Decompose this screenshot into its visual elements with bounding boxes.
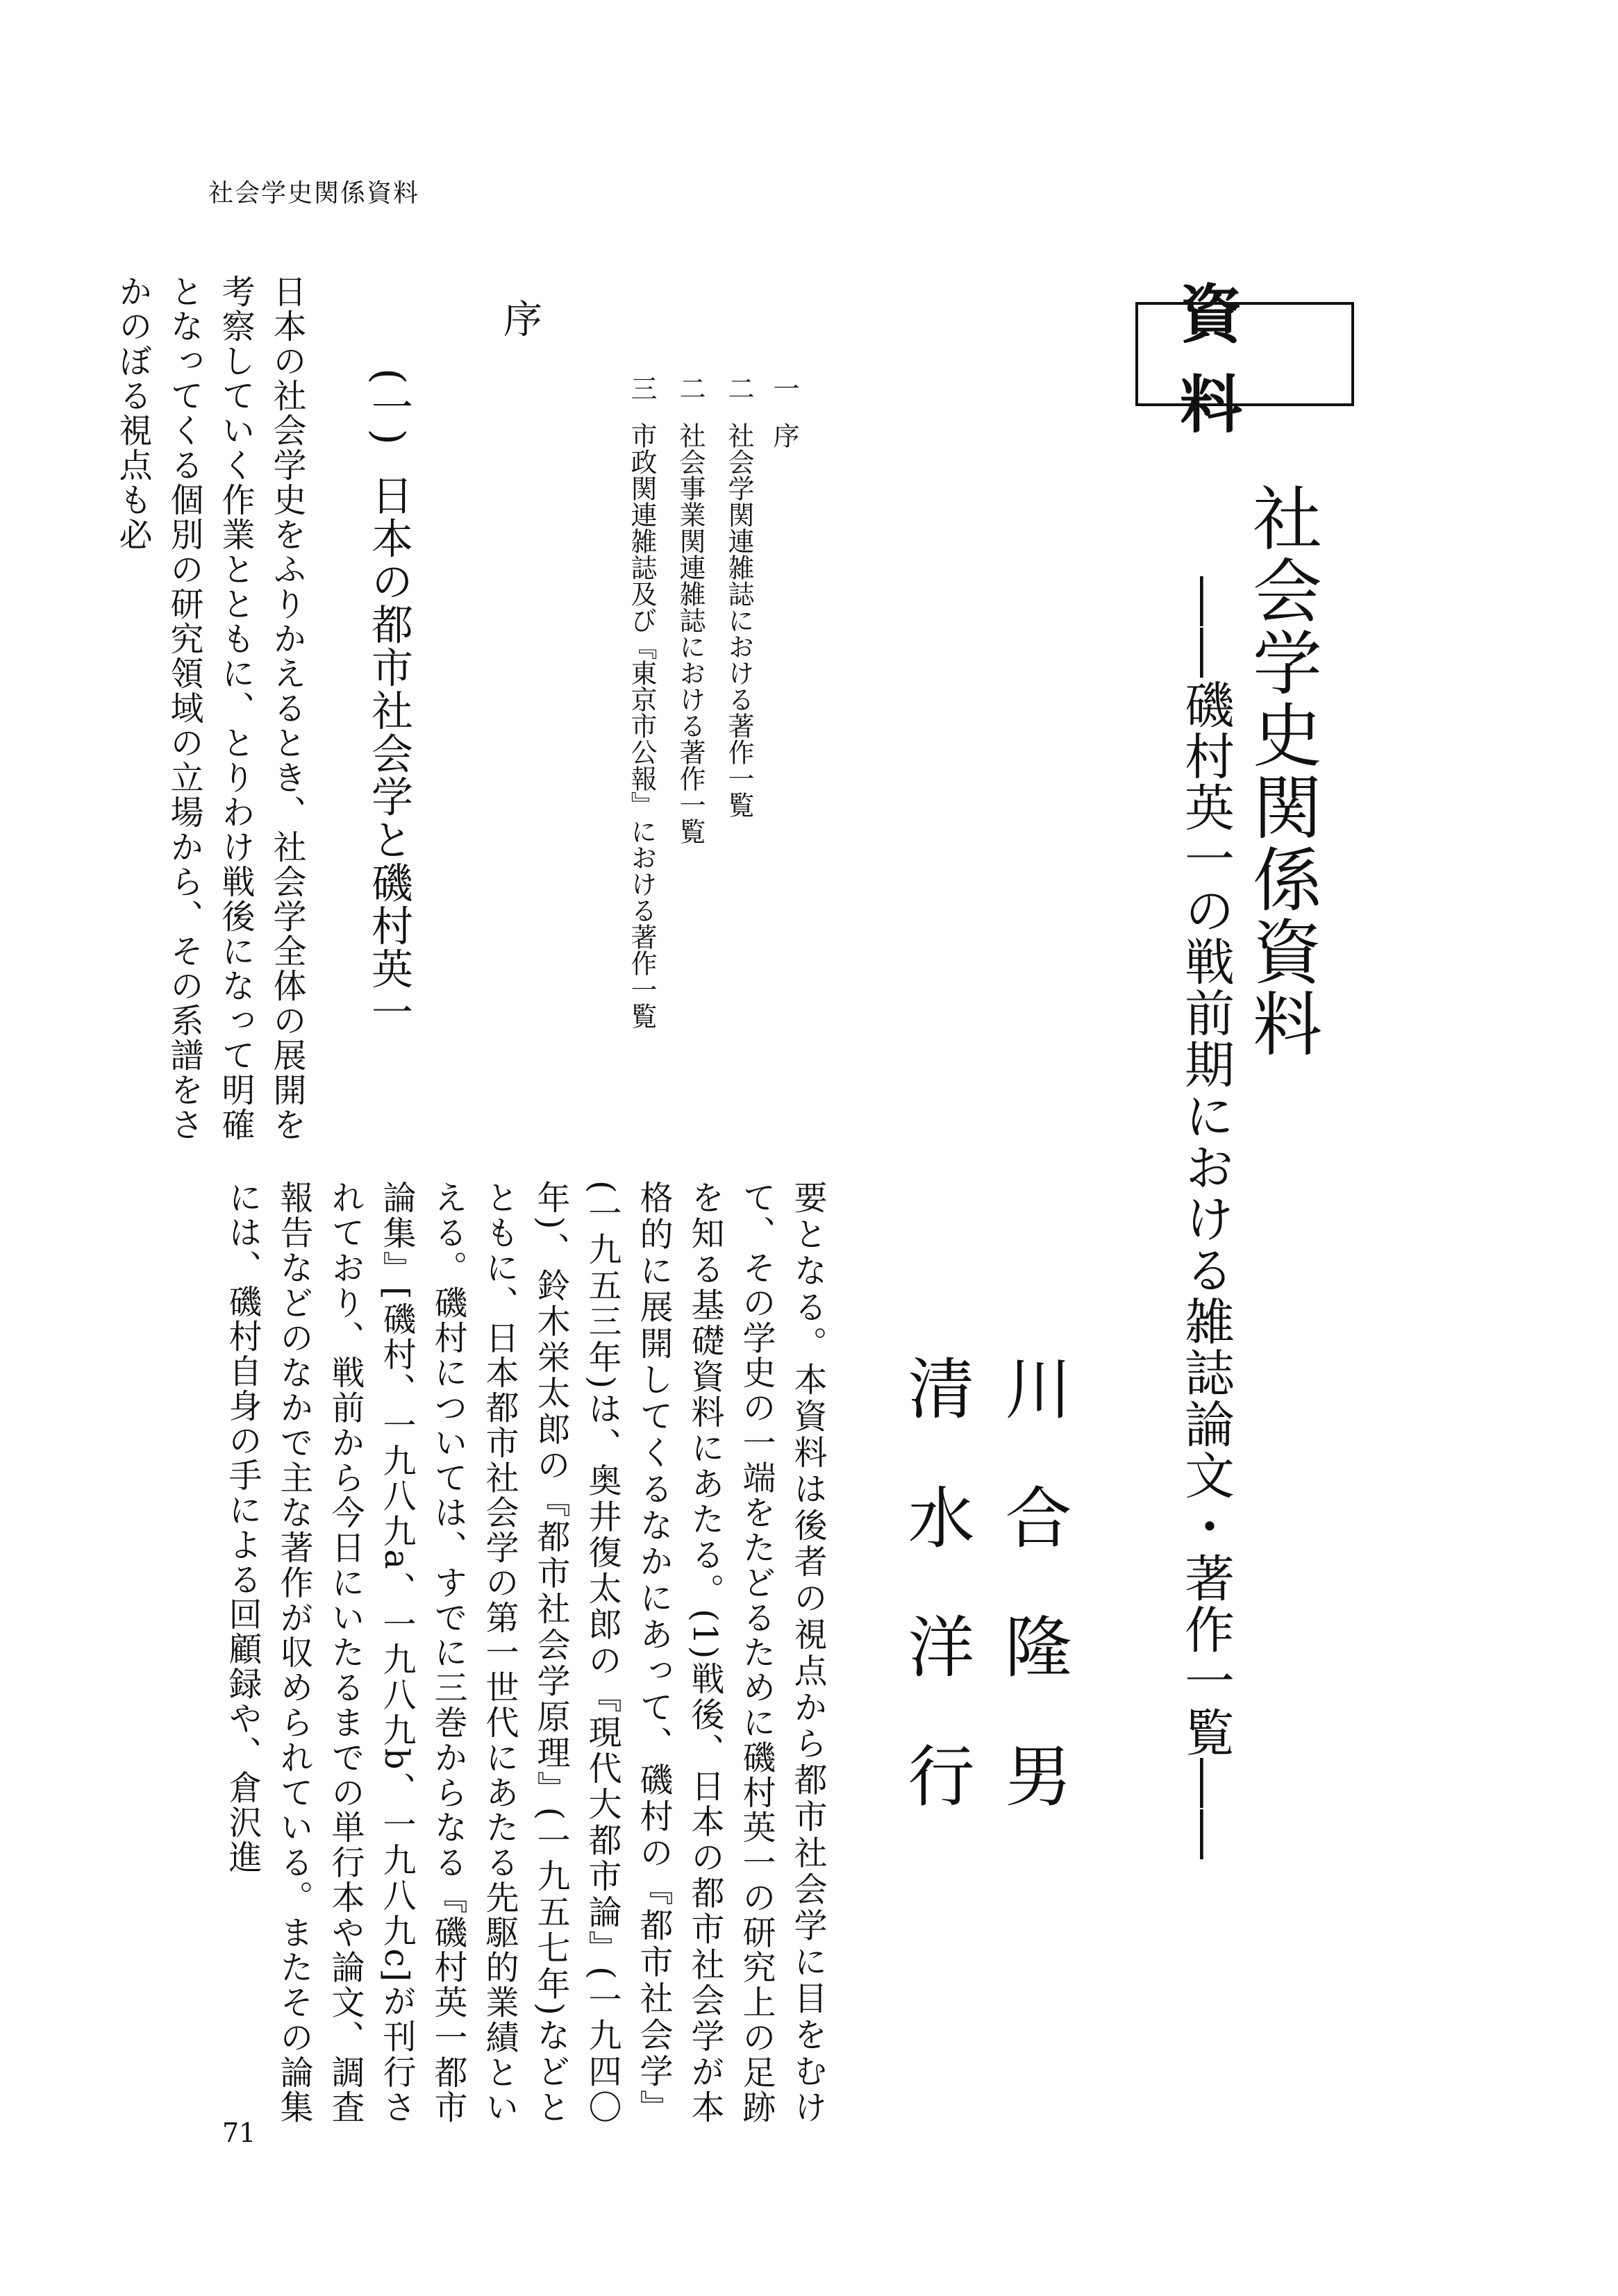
body-text-upper: 日本の社会学史をふりかえるとき、社会学全体の展開を考察していく作業とともに、とりわけ戦後になって明確となってくる個別の研究領域の立場から、その系譜をさかのぼる視点も必: [113, 274, 306, 1142]
toc-number: 二: [724, 375, 754, 401]
toc-number: 二: [675, 375, 706, 401]
running-head: 社会学史関係資料: [208, 179, 420, 208]
section-label: 資料: [1180, 278, 1284, 442]
toc-item: [726, 375, 752, 818]
body-text-lower: 要となる。本資料は後者の視点から都市社会学に目をむけて、その学史の一端をたどるために磯村英一の研究上の足跡を知る基礎資料にあたる。(1)戦後、日本の都市社会学が本格的に展開してくるなかにあって、磯村の『都市社会学』(一九五三年)は、奥井復太郎の『現代大都市論』(一九四〇年)、鈴木栄太郎の『都市社会学原理』(一九五七年)などとともに、日本都市社会学の第一世代にあたる先駆的業績といえる。磯村については、すでに三巻からなる『磯村英一都市論集』[磯村、一九八九a、一九八九b、一九八九c]が刊行されており、戦前から今日にいたるまでの単行本や論文、調査報告などのなかで主な著作が収められている。またその論集には、磯村自身の手による回顧録や、倉沢進: [223, 1180, 827, 2125]
section-label-box: [1135, 278, 1354, 442]
toc-label: 序: [769, 422, 799, 449]
subsection-title: 日本の都市社会学と磯村英一: [365, 474, 413, 1034]
author-name: 川合隆男: [994, 1354, 1072, 1870]
subsection-number: (一): [365, 368, 413, 446]
toc-number: 一: [769, 375, 799, 401]
section-heading: 序: [497, 299, 542, 337]
toc-label: 市政関連雑誌及び『東京市公報』における著作一覧: [626, 422, 657, 1029]
main-title: 社会学史関係資料: [1241, 483, 1322, 1060]
toc-number: 三: [626, 375, 657, 401]
toc-label: 社会事業関連雑誌における著作一覧: [675, 422, 706, 844]
author-name: 清水洋行: [897, 1354, 975, 1870]
toc-label: 社会学関連雑誌における著作一覧: [724, 422, 754, 818]
page-number: 71: [222, 2118, 256, 2148]
subsection-heading: [365, 368, 413, 1034]
toc-item: [628, 375, 655, 1029]
subtitle: ――磯村英一の戦前期における雑誌論文・著作一覧――: [1176, 576, 1235, 1861]
toc-item: [675, 375, 706, 844]
toc-item: [771, 375, 797, 449]
